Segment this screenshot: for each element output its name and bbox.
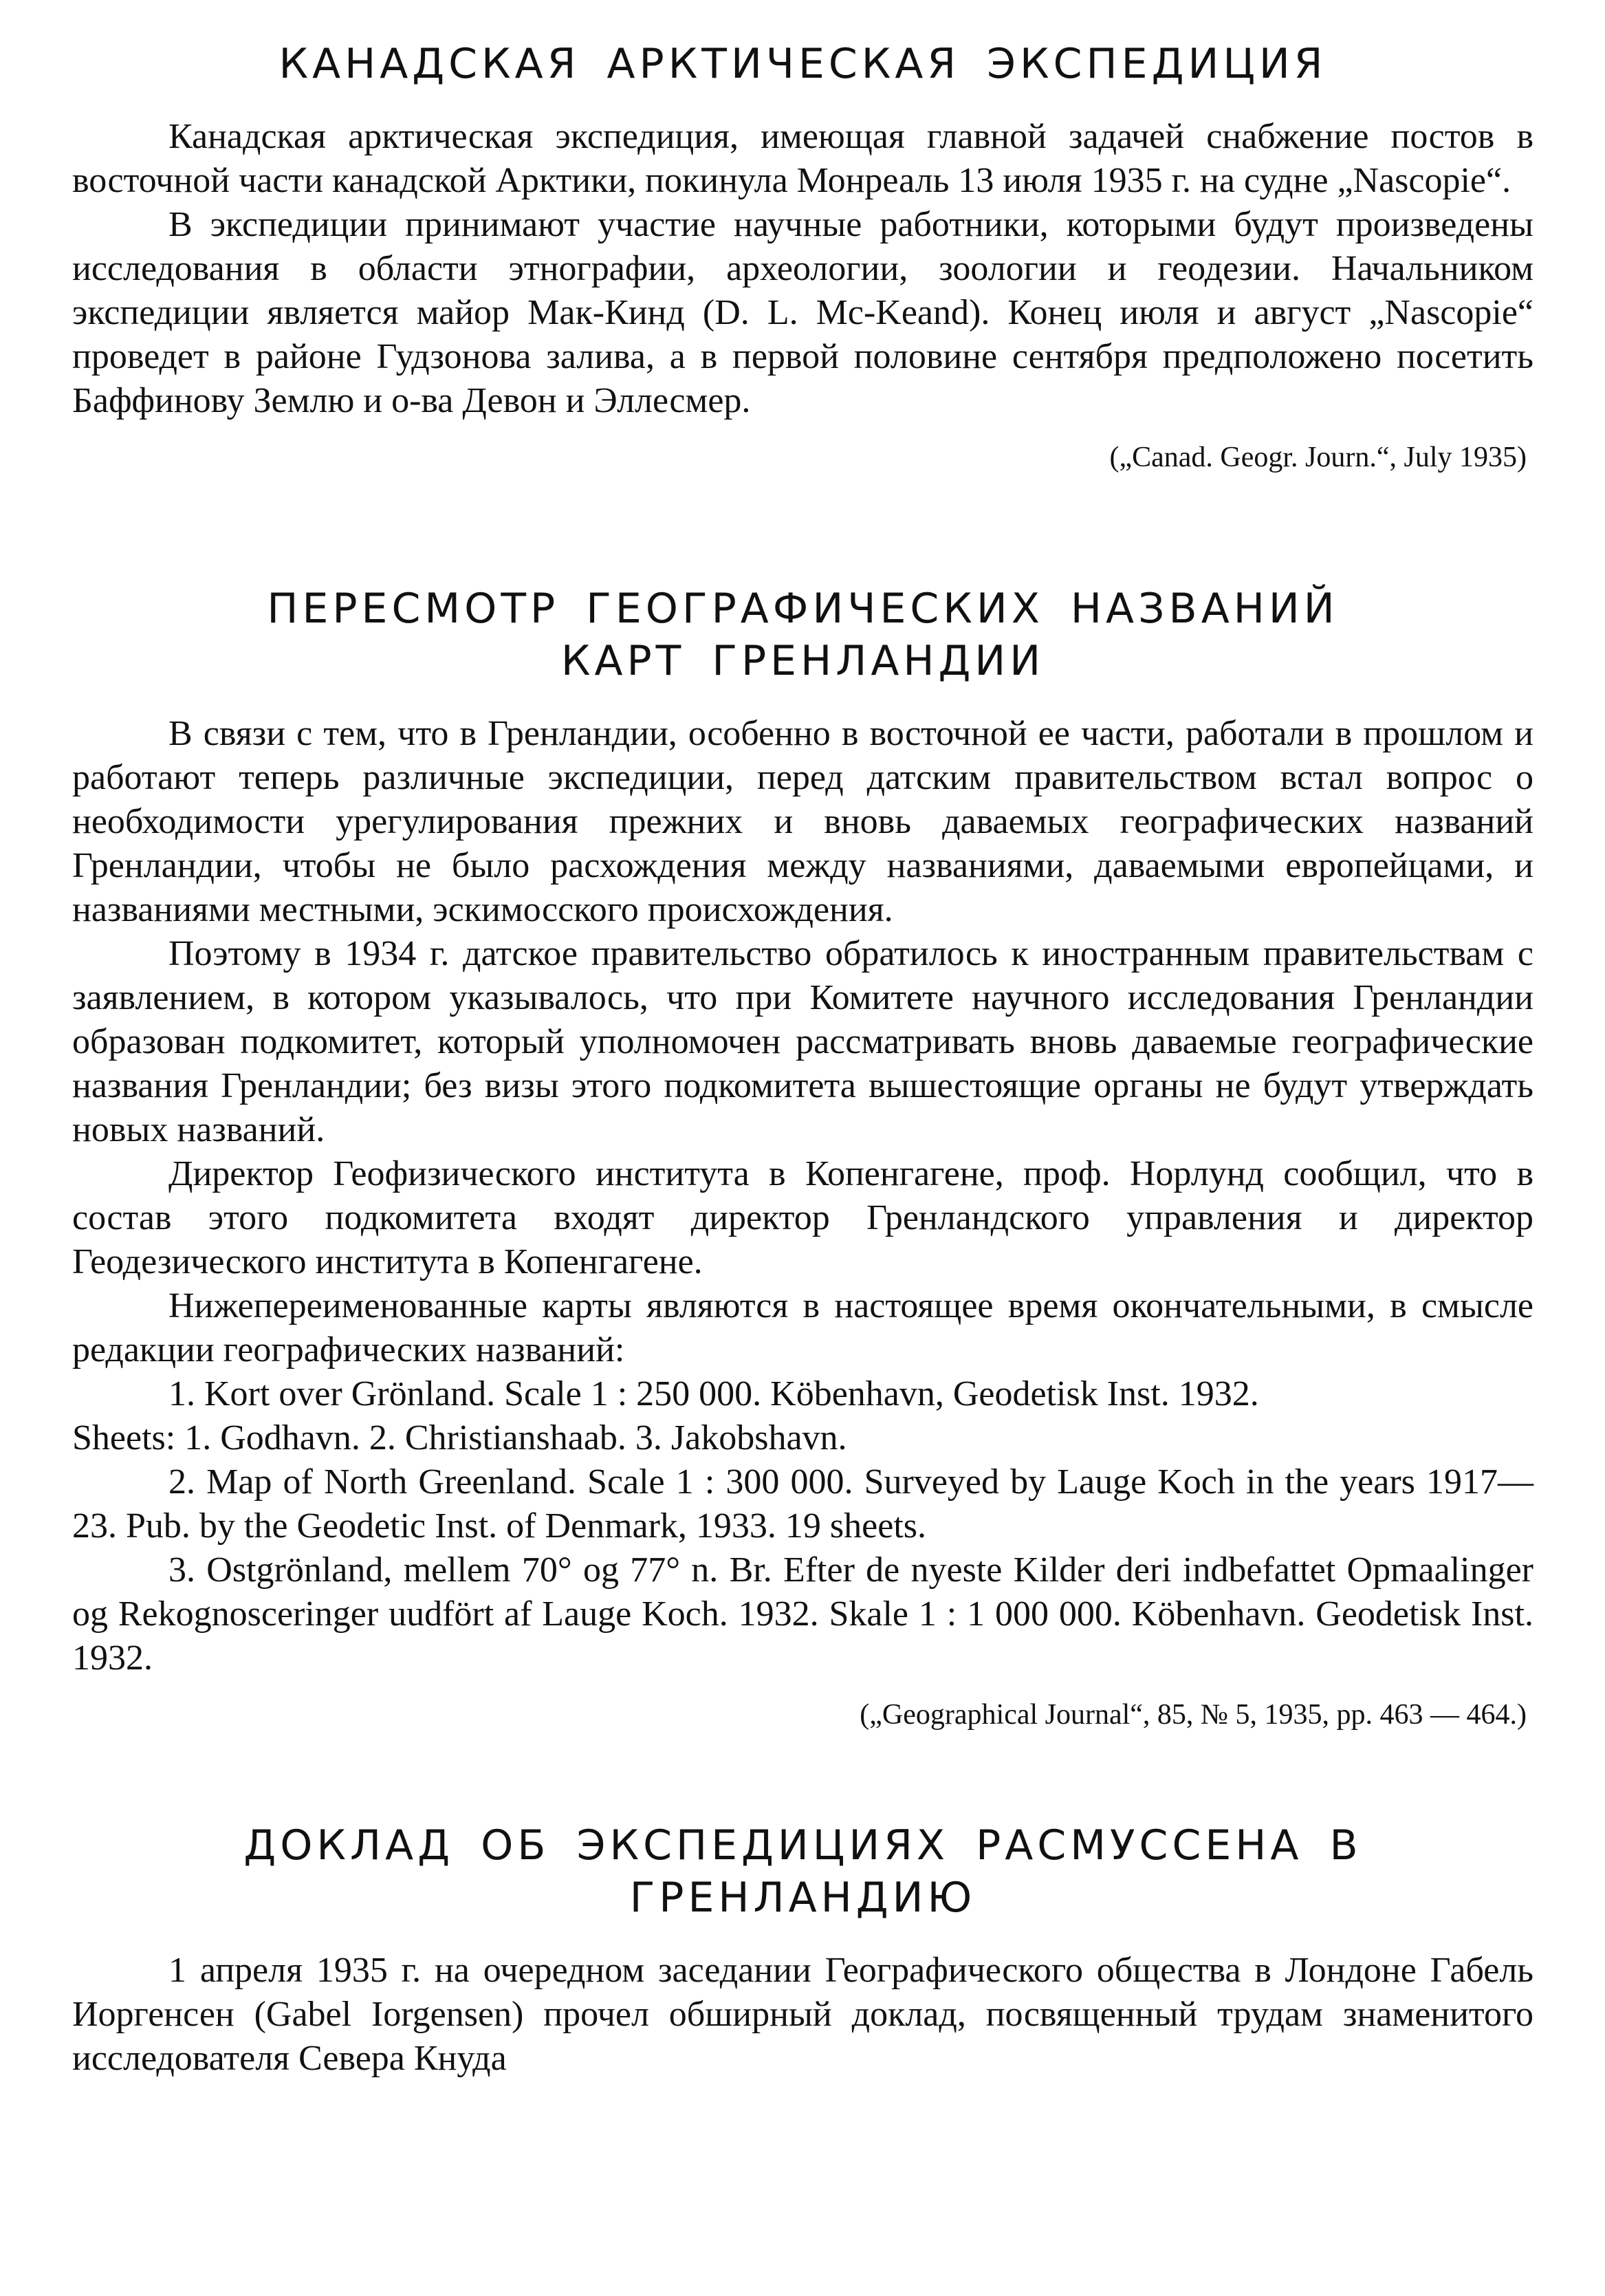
paragraph: Директор Геофизического института в Копенгагене, проф. Норлунд сообщил, что в состав этого подкомитета входят директор Гренландского управления и директор Геодезического института в Копенгагене.	[72, 1154, 1533, 1281]
map-entry: 3. Ostgrönland, mellem 70° og 77° n. Br. Efter de nyeste Kilder deri indbefattet Opmaalinger og Rekognosceringer uudfört af Lauge Koch. 1932. Skale 1 : 1 000 000. Köbenhavn. Geodetisk Inst. 1932.	[72, 1550, 1533, 1678]
paragraph: Нижепереименованные карты являются в настоящее время окончательными, в смысле редакции географических названий:	[72, 1286, 1533, 1369]
paragraph: Поэтому в 1934 г. датское правительство обратилось к иностранным правительствам с заявлением, в котором указывалось, что при Комитете научного исследования Гренландии образован подкомитет, который уполномочен рассматривать вновь даваемые географические названия Гренландии; без визы этого подкомитета вышестоящие органы не будут утверждать новых названий.	[72, 934, 1533, 1149]
document-page	[72, 38, 1533, 2081]
section-title-line-1: ПЕРЕСМОТР ГЕОГРАФИЧЕСКИХ НАЗВАНИЙ	[267, 585, 1339, 633]
section-greenland-names	[72, 583, 1533, 1737]
paragraph: Канадская арктическая экспедиция, имеющая главной задачей снабжение постов в восточной части канадской Арктики, покинула Монреаль 13 июля 1935 г. на судне „Nascopie“.	[72, 117, 1533, 200]
source-citation: („Canad. Geogr. Journ.“, July 1935)	[1109, 442, 1527, 473]
source-citation: („Geographical Journal“, 85, № 5, 1935, pp. 463 — 464.)	[860, 1699, 1527, 1731]
section-title-line-2: КАРТ ГРЕНЛАНДИИ	[560, 637, 1045, 685]
section-title: ДОКЛАД ОБ ЭКСПЕДИЦИЯХ РАСМУССЕНА В ГРЕНЛАНДИЮ	[243, 1821, 1362, 1922]
map-sheets: Sheets: 1. Godhavn. 2. Christianshaab. 3. Jakobshavn.	[72, 1418, 847, 1458]
paragraph: В экспедиции принимают участие научные работники, которыми будут произведены исследования в области этнографии, археологии, зоологии и геодезии. Начальником экспедиции является майор Мак-Кинд (D. L. Mc-Keand). Конец июля и август „Nascopie“ проведет в районе Гудзонова залива, а в первой половине сентября предположено посетить Баффинову Землю и о-ва Девон и Эллесмер.	[72, 205, 1533, 420]
paragraph: 1 апреля 1935 г. на очередном заседании Географического общества в Лондоне Габель Иоргенсен (Gabel Iorgensen) прочел обширный доклад, посвященный трудам знаменитого исследователя Севера Кнуда	[72, 1951, 1533, 2078]
map-entry: 1. Kort over Grönland. Scale 1 : 250 000. Köbenhavn, Geodetisk Inst. 1932.	[168, 1374, 1259, 1414]
section-title: КАНАДСКАЯ АРКТИЧЕСКАЯ ЭКСПЕДИЦИЯ	[279, 40, 1327, 88]
section-canadian-expedition	[72, 38, 1533, 479]
section-rasmussen-report	[72, 1819, 1533, 2081]
map-entry: 2. Map of North Greenland. Scale 1 : 300 000. Surveyed by Lauge Koch in the years 1917—23. Pub. by the Geodetic Inst. of Denmark, 1933. 19 sheets.	[72, 1462, 1533, 1546]
paragraph: В связи с тем, что в Гренландии, особенно в восточной ее части, работали в прошлом и работают теперь различные экспедиции, перед датским правительством встал вопрос о необходимости урегулирования прежних и вновь даваемых географических названий Гренландии, чтобы не было расхождения между названиями, даваемыми европейцами, и названиями местными, эскимосского происхождения.	[72, 714, 1533, 929]
